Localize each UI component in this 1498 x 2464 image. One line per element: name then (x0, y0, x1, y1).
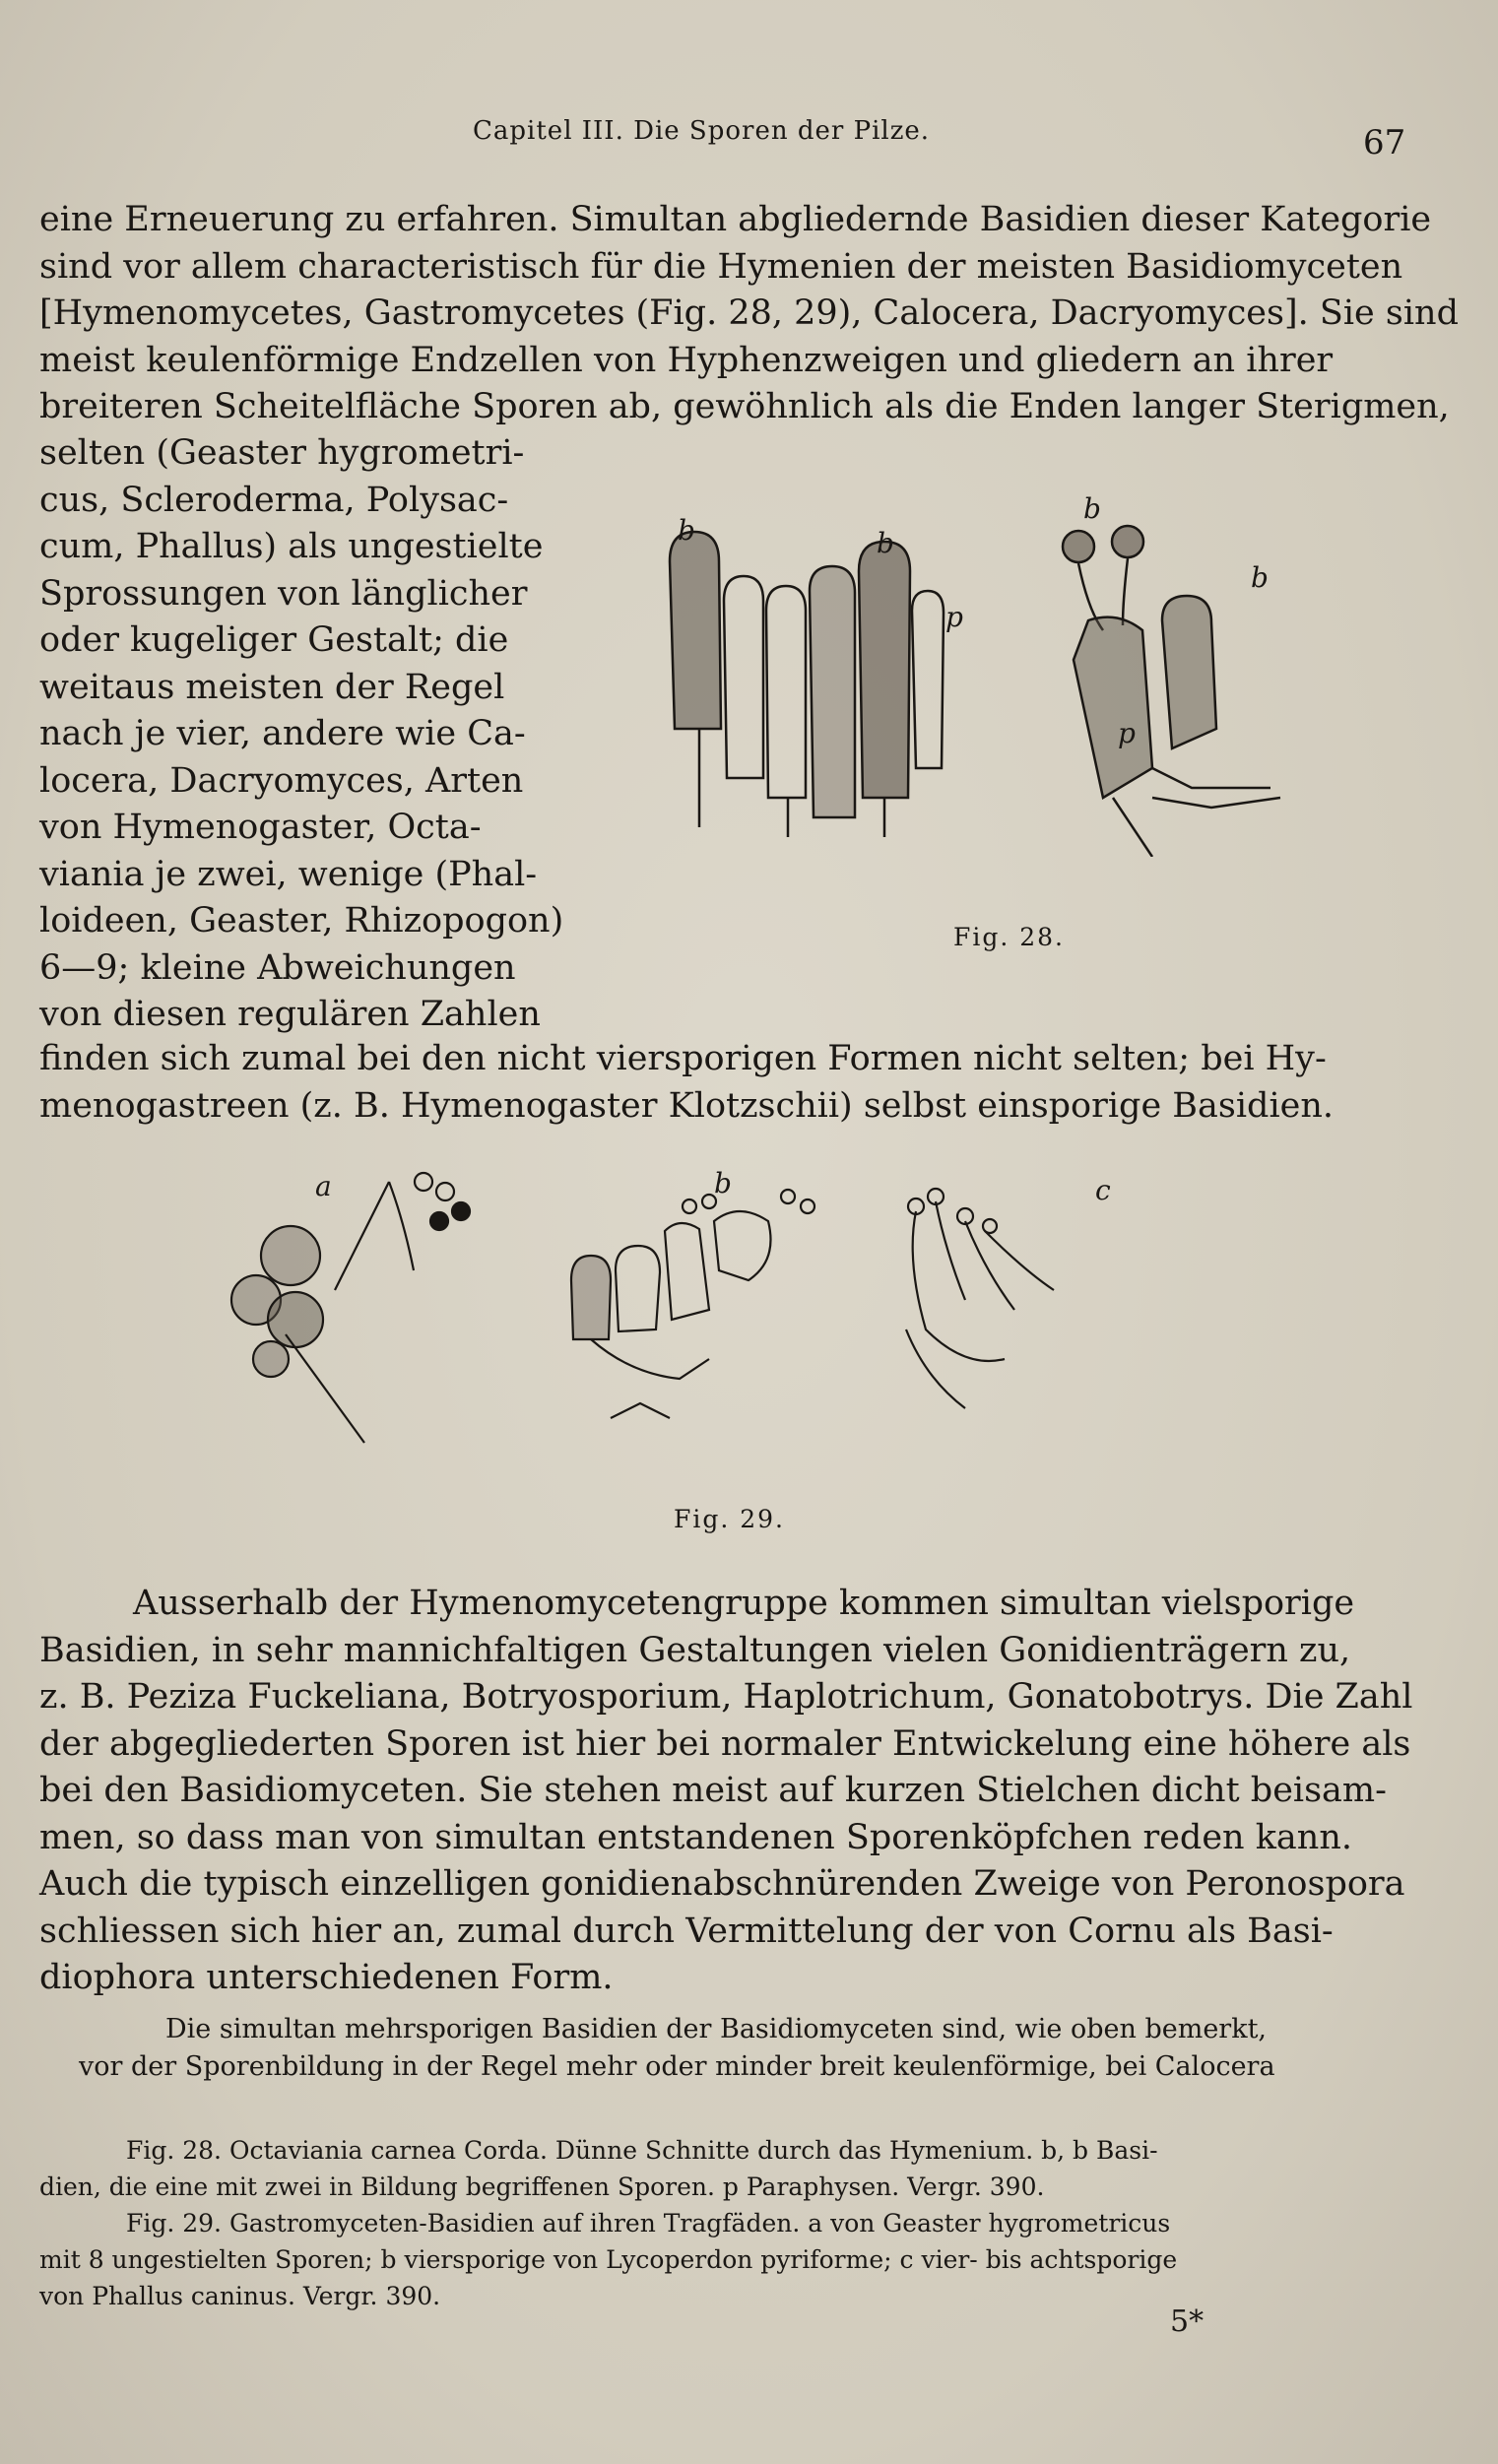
signature-mark: 5* (1170, 2304, 1205, 2339)
text-line: diophora unterschiedenen Form. (39, 1958, 614, 1997)
figure-29 (217, 1162, 1103, 1458)
fig28-label-b4: b (1251, 561, 1269, 594)
page-number: 67 (1363, 123, 1406, 162)
legend-line: dien, die eine mit zwei in Bildung begriffenen Sporen. p Paraphysen. Vergr. 390. (39, 2172, 1045, 2201)
text-line: men, so dass man von simultan entstandenen Sporenköpfchen reden kann. (39, 1817, 1352, 1857)
text-line: menogastreen (z. B. Hymenogaster Klotzschii) selbst einsporige Basidien. (39, 1085, 1335, 1126)
text-line: vor der Sporenbildung in der Regel mehr oder minder breit keulenförmige, bei Calocera (79, 2051, 1275, 2082)
text-line: nach je vier, andere wie Ca- (39, 714, 526, 753)
paragraph-third (79, 2011, 1408, 2086)
text-line: oder kugeliger Gestalt; die (39, 620, 509, 660)
text-line: finden sich zumal bei den nicht viersporigen Formen nicht selten; bei Hy- (39, 1039, 1327, 1078)
text-line: [Hymenomycetes, Gastromycetes (Fig. 28, 29), Calocera, Dacryomyces]. Sie sind (39, 293, 1459, 333)
paragraph-top (39, 197, 1459, 431)
running-title: Capitel III. Die Sporen der Pilze. (473, 116, 931, 146)
text-line: weitaus meisten der Regel (39, 667, 505, 707)
fig28-label-b1: b (678, 514, 695, 547)
text-line: cum, Phallus) als ungestielte (39, 527, 544, 566)
text-line: Basidien, in sehr mannichfaltigen Gestaltungen vielen Gonidienträgern zu, (39, 1630, 1351, 1670)
text-line: schliessen sich hier an, zumal durch Vermittelung der von Cornu als Basi- (39, 1911, 1334, 1951)
text-line: bei den Basidiomyceten. Sie stehen meist auf kurzen Stielchen dicht beisam- (39, 1771, 1387, 1810)
text-line: Die simultan mehrsporigen Basidien der Basidiomyceten sind, wie oben bemerkt, (165, 2014, 1268, 2044)
legend-line: Fig. 28. Octaviania carnea Corda. Dünne Schnitte durch das Hymenium. b, b Basi- (126, 2136, 1158, 2165)
text-line: von diesen regulären Zahlen (39, 995, 541, 1034)
text-line: sind vor allem characteristisch für die Hymenien der meisten Basidiomyceten (39, 246, 1403, 287)
text-line: von Hymenogaster, Octa- (39, 808, 482, 847)
paragraph-second (39, 1581, 1413, 2002)
text-line: selten (Geaster hygrometri- (39, 433, 525, 473)
legend-line: von Phallus caninus. Vergr. 390. (39, 2282, 441, 2310)
text-line: cus, Scleroderma, Polysac- (39, 480, 509, 520)
text-line: meist keulenförmige Endzellen von Hyphenzweigen und gliedern an ihrer (39, 340, 1334, 380)
fig28-caption: Fig. 28. (953, 923, 1065, 951)
paragraph-continuation (39, 1036, 1408, 1130)
text-line: Sprossungen von länglicher (39, 573, 528, 614)
fig29-caption: Fig. 29. (674, 1505, 785, 1533)
text-line: viania je zwei, wenige (Phal- (39, 854, 538, 894)
fig28-label-b2: b (877, 527, 894, 559)
legend-line: mit 8 ungestielten Sporen; b viersporige von Lycoperdon pyriforme; c vier- bis achtsporige (39, 2245, 1178, 2274)
text-line: der abgegliederten Sporen ist hier bei normaler Entwickelung eine höhere als (39, 1723, 1411, 1764)
text-line: eine Erneuerung zu erfahren. Simultan abgliedernde Basidien dieser Kategorie (39, 200, 1432, 239)
text-line: Auch die typisch einzelligen gonidienabschnürenden Zweige von Peronospora (39, 1864, 1405, 1904)
text-line: Ausserhalb der Hymenomycetengruppe kommen simultan vielsporige (133, 1584, 1355, 1623)
fig28-label-p1: p (945, 601, 963, 633)
text-line: locera, Dacryomyces, Arten (39, 760, 524, 801)
figure-legends (39, 2132, 1408, 2314)
paragraph-narrow-column (39, 430, 564, 1039)
text-line: z. B. Peziza Fuckeliana, Botryosporium, Haplotrichum, Gonatobotrys. Die Zahl (39, 1677, 1413, 1717)
text-line: breiteren Scheitelfläche Sporen ab, gewöhnlich als die Enden langer Sterigmen, (39, 387, 1450, 426)
figure-28-illustration (640, 502, 1399, 857)
legend-line: Fig. 29. Gastromyceten-Basidien auf ihren Tragfäden. a von Geaster hygrometricus (126, 2209, 1171, 2237)
fig28-label-b3: b (1083, 492, 1101, 525)
fig29-label-c: c (1095, 1174, 1111, 1206)
text-line: 6—9; kleine Abweichungen (39, 947, 516, 988)
figure-29-illustration (217, 1162, 1103, 1458)
fig29-label-a: a (315, 1170, 332, 1202)
fig29-label-b: b (714, 1167, 732, 1200)
figure-28 (640, 502, 1399, 857)
fig28-label-p2: p (1118, 717, 1136, 749)
text-line: loideen, Geaster, Rhizopogon) (39, 901, 564, 940)
